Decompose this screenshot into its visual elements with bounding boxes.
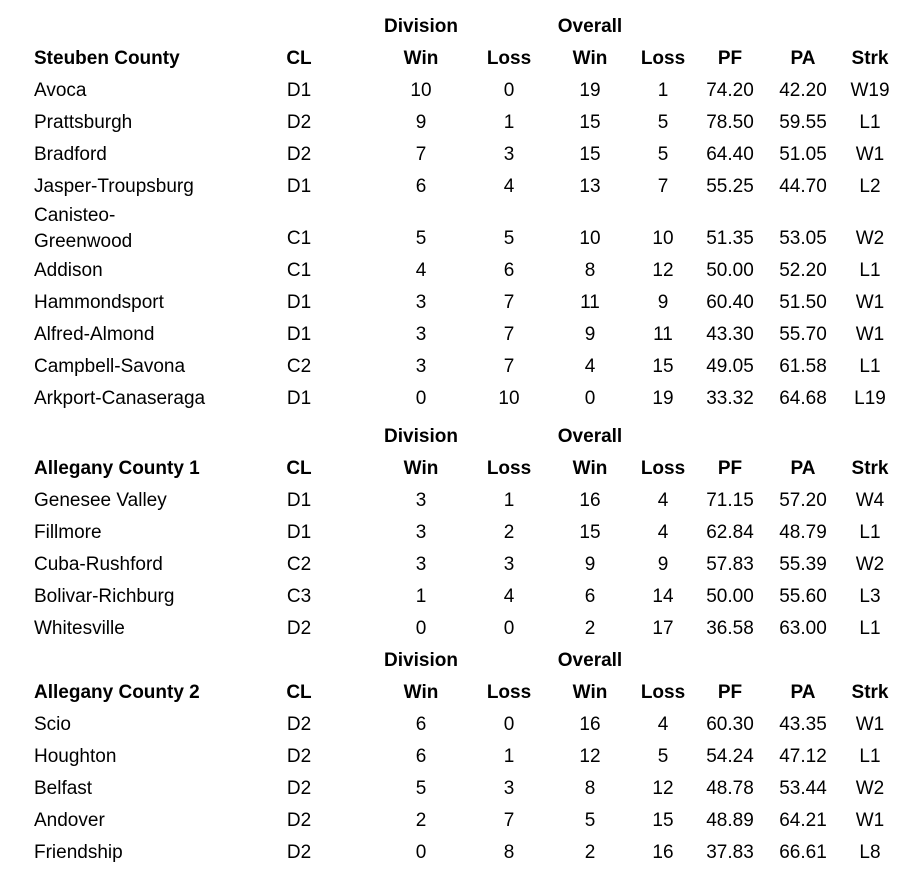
streak-header: Strk <box>851 48 889 69</box>
streak-cell: W1 <box>855 292 885 313</box>
class-cell: D2 <box>286 842 312 863</box>
pf-cell: 33.32 <box>706 388 754 409</box>
table-row <box>0 741 918 773</box>
overall-win-cell: 11 <box>580 292 600 313</box>
overall-win-cell: 10 <box>579 228 601 249</box>
class-cell: D2 <box>286 618 312 639</box>
overall-loss-cell: 4 <box>657 522 669 543</box>
table-row <box>0 203 918 255</box>
table-row <box>0 171 918 203</box>
division-loss-cell: 10 <box>498 388 520 409</box>
pf-header: PF <box>717 682 743 703</box>
overall-win-cell: 19 <box>579 80 601 101</box>
overall-loss-cell: 9 <box>657 292 669 313</box>
overall-loss-cell: 7 <box>657 176 669 197</box>
overall-loss-cell: 19 <box>652 388 674 409</box>
table-row <box>0 709 918 741</box>
overall-loss-cell: 4 <box>657 714 669 735</box>
team-name: Andover <box>34 810 105 831</box>
team-name-line: Canisteo- <box>34 205 116 226</box>
overall-loss-cell: 5 <box>657 746 669 767</box>
column-header-row <box>0 677 918 709</box>
overall-loss-cell: 14 <box>652 586 674 607</box>
pa-cell: 53.05 <box>779 228 827 249</box>
streak-cell: L1 <box>859 356 881 377</box>
table-row <box>0 107 918 139</box>
pf-cell: 36.58 <box>706 618 754 639</box>
table-row <box>0 139 918 171</box>
class-cell: D1 <box>286 324 312 345</box>
division-win-cell: 3 <box>415 490 427 511</box>
class-cell: C1 <box>286 260 312 281</box>
pf-cell: 43.30 <box>706 324 754 345</box>
team-name: Prattsburgh <box>34 112 133 133</box>
team-name: Genesee Valley <box>34 490 167 511</box>
cl-header: CL <box>286 48 312 69</box>
overall-win-cell: 2 <box>584 842 596 863</box>
overall-loss-cell: 11 <box>653 324 673 345</box>
division-win-cell: 3 <box>415 292 427 313</box>
team-name: Scio <box>34 714 71 735</box>
pf-cell: 74.20 <box>706 80 754 101</box>
division-win-header: Win <box>403 48 439 69</box>
overall-header: Overall <box>557 650 623 671</box>
overall-loss-header: Loss <box>640 458 686 479</box>
streak-cell: L1 <box>859 746 881 767</box>
class-cell: C3 <box>286 586 312 607</box>
overall-loss-cell: 5 <box>657 144 669 165</box>
streak-cell: L2 <box>859 176 881 197</box>
overall-win-cell: 5 <box>584 810 596 831</box>
pf-cell: 64.40 <box>706 144 754 165</box>
team-name: Fillmore <box>34 522 102 543</box>
division-win-header: Win <box>403 682 439 703</box>
team-name-line: Greenwood <box>34 231 133 252</box>
class-cell: D1 <box>286 80 312 101</box>
division-win-cell: 5 <box>415 778 427 799</box>
division-loss-header: Loss <box>486 682 532 703</box>
class-cell: D2 <box>286 810 312 831</box>
streak-cell: W2 <box>855 778 885 799</box>
class-cell: D1 <box>286 522 312 543</box>
division-loss-cell: 3 <box>503 144 515 165</box>
overall-win-header: Win <box>572 682 608 703</box>
streak-cell: W19 <box>850 80 890 101</box>
division-loss-cell: 0 <box>503 618 515 639</box>
division-win-cell: 1 <box>415 586 427 607</box>
class-cell: C2 <box>286 356 312 377</box>
table-row <box>0 319 918 351</box>
table-row <box>0 581 918 613</box>
streak-header: Strk <box>851 682 889 703</box>
pa-cell: 47.12 <box>779 746 827 767</box>
pf-cell: 48.89 <box>706 810 754 831</box>
pf-cell: 48.78 <box>706 778 754 799</box>
division-loss-cell: 8 <box>503 842 515 863</box>
team-name: Hammondsport <box>34 292 164 313</box>
division-win-cell: 6 <box>415 714 427 735</box>
division-loss-cell: 7 <box>503 324 515 345</box>
team-name: Addison <box>34 260 103 281</box>
pf-cell: 57.83 <box>706 554 754 575</box>
division-win-cell: 0 <box>415 388 427 409</box>
team-name: Jasper-Troupsburg <box>34 176 194 197</box>
class-cell: C2 <box>286 554 312 575</box>
pf-cell: 50.00 <box>706 260 754 281</box>
overall-loss-cell: 16 <box>652 842 674 863</box>
streak-cell: W1 <box>855 144 885 165</box>
overall-win-cell: 8 <box>584 260 596 281</box>
overall-loss-cell: 15 <box>652 356 674 377</box>
division-win-cell: 3 <box>415 324 427 345</box>
pa-header: PA <box>790 48 816 69</box>
pa-cell: 55.70 <box>779 324 827 345</box>
overall-win-cell: 6 <box>584 586 596 607</box>
pa-cell: 55.39 <box>779 554 827 575</box>
pf-cell: 51.35 <box>706 228 754 249</box>
division-loss-cell: 1 <box>503 112 515 133</box>
overall-win-cell: 13 <box>579 176 601 197</box>
division-loss-cell: 4 <box>503 176 515 197</box>
division-win-cell: 7 <box>415 144 427 165</box>
table-row <box>0 613 918 645</box>
team-name: Houghton <box>34 746 117 767</box>
division-win-header: Win <box>403 458 439 479</box>
team-name: Alfred-Almond <box>34 324 155 345</box>
pa-cell: 43.35 <box>779 714 827 735</box>
class-cell: D2 <box>286 778 312 799</box>
division-win-cell: 6 <box>415 746 427 767</box>
overall-win-cell: 2 <box>584 618 596 639</box>
table-row <box>0 837 918 869</box>
division-loss-header: Loss <box>486 458 532 479</box>
table-row <box>0 485 918 517</box>
overall-win-cell: 16 <box>579 490 601 511</box>
pf-cell: 78.50 <box>706 112 754 133</box>
team-name: Arkport-Canaseraga <box>34 388 206 409</box>
table-row <box>0 255 918 287</box>
class-cell: C1 <box>286 228 312 249</box>
table-row <box>0 75 918 107</box>
pf-cell: 71.15 <box>706 490 754 511</box>
pa-cell: 53.44 <box>779 778 827 799</box>
overall-win-cell: 8 <box>584 778 596 799</box>
team-name: Bolivar-Richburg <box>34 586 175 607</box>
division-win-cell: 5 <box>415 228 427 249</box>
table-row <box>0 351 918 383</box>
streak-cell: W1 <box>855 714 885 735</box>
overall-loss-cell: 1 <box>657 80 669 101</box>
overall-win-cell: 9 <box>584 554 596 575</box>
pf-cell: 49.05 <box>706 356 754 377</box>
division-loss-cell: 4 <box>503 586 515 607</box>
overall-loss-cell: 12 <box>652 260 674 281</box>
streak-cell: W1 <box>855 324 885 345</box>
team-name: Belfast <box>34 778 93 799</box>
division-loss-cell: 0 <box>503 80 515 101</box>
section-title: Allegany County 2 <box>34 682 200 703</box>
division-loss-cell: 7 <box>503 356 515 377</box>
streak-cell: W4 <box>855 490 885 511</box>
streak-header: Strk <box>851 458 889 479</box>
pa-cell: 55.60 <box>779 586 827 607</box>
pf-cell: 60.40 <box>706 292 754 313</box>
team-name: Whitesville <box>34 618 125 639</box>
pa-cell: 57.20 <box>779 490 827 511</box>
table-row <box>0 805 918 837</box>
table-row <box>0 287 918 319</box>
group-header-row <box>0 11 918 43</box>
pa-cell: 64.21 <box>779 810 827 831</box>
division-win-cell: 9 <box>415 112 427 133</box>
division-win-cell: 3 <box>415 356 427 377</box>
overall-win-header: Win <box>572 458 608 479</box>
overall-loss-cell: 5 <box>657 112 669 133</box>
overall-win-cell: 15 <box>579 144 601 165</box>
division-loss-cell: 6 <box>503 260 515 281</box>
division-win-cell: 3 <box>415 522 427 543</box>
overall-win-cell: 0 <box>584 388 596 409</box>
overall-loss-header: Loss <box>640 682 686 703</box>
streak-cell: W2 <box>855 554 885 575</box>
pf-header: PF <box>717 48 743 69</box>
pa-cell: 52.20 <box>779 260 827 281</box>
division-win-cell: 2 <box>415 810 427 831</box>
overall-loss-cell: 4 <box>657 490 669 511</box>
division-header: Division <box>384 650 458 671</box>
pa-cell: 42.20 <box>779 80 827 101</box>
cl-header: CL <box>286 458 312 479</box>
streak-cell: L3 <box>859 586 881 607</box>
column-header-row <box>0 453 918 485</box>
overall-win-cell: 15 <box>579 112 601 133</box>
division-loss-cell: 1 <box>503 746 515 767</box>
table-row <box>0 383 918 415</box>
team-name <box>34 203 132 255</box>
pa-cell: 44.70 <box>779 176 827 197</box>
division-win-cell: 0 <box>415 842 427 863</box>
division-win-cell: 4 <box>415 260 427 281</box>
pf-cell: 50.00 <box>706 586 754 607</box>
overall-win-cell: 16 <box>579 714 601 735</box>
division-loss-cell: 3 <box>503 778 515 799</box>
cl-header: CL <box>286 682 312 703</box>
overall-win-cell: 15 <box>579 522 601 543</box>
division-win-cell: 3 <box>415 554 427 575</box>
streak-cell: L1 <box>859 260 881 281</box>
pa-cell: 59.55 <box>779 112 827 133</box>
class-cell: D2 <box>286 714 312 735</box>
streak-cell: L1 <box>859 618 881 639</box>
division-loss-cell: 5 <box>503 228 515 249</box>
class-cell: D1 <box>286 388 312 409</box>
streak-cell: L8 <box>859 842 881 863</box>
team-name: Cuba-Rushford <box>34 554 163 575</box>
column-header-row <box>0 43 918 75</box>
pf-cell: 55.25 <box>706 176 754 197</box>
table-row <box>0 517 918 549</box>
overall-loss-cell: 15 <box>652 810 674 831</box>
team-name: Friendship <box>34 842 123 863</box>
pa-header: PA <box>790 682 816 703</box>
section-title: Allegany County 1 <box>34 458 200 479</box>
pa-cell: 51.50 <box>779 292 827 313</box>
streak-cell: L19 <box>854 388 886 409</box>
overall-win-cell: 12 <box>579 746 601 767</box>
pf-cell: 37.83 <box>706 842 754 863</box>
overall-win-cell: 9 <box>584 324 596 345</box>
division-loss-cell: 2 <box>503 522 515 543</box>
overall-win-header: Win <box>572 48 608 69</box>
division-win-cell: 6 <box>415 176 427 197</box>
overall-loss-cell: 17 <box>652 618 674 639</box>
team-name: Campbell-Savona <box>34 356 186 377</box>
group-header-row <box>0 645 918 677</box>
pf-cell: 54.24 <box>706 746 754 767</box>
division-loss-cell: 7 <box>503 292 515 313</box>
overall-header: Overall <box>557 426 623 447</box>
pa-cell: 48.79 <box>779 522 827 543</box>
group-header-row <box>0 421 918 453</box>
overall-loss-cell: 9 <box>657 554 669 575</box>
streak-cell: W2 <box>855 228 885 249</box>
pa-cell: 66.61 <box>779 842 827 863</box>
division-loss-cell: 0 <box>503 714 515 735</box>
class-cell: D1 <box>286 292 312 313</box>
pf-header: PF <box>717 458 743 479</box>
pa-cell: 61.58 <box>779 356 827 377</box>
table-row <box>0 549 918 581</box>
streak-cell: L1 <box>859 112 881 133</box>
division-loss-header: Loss <box>486 48 532 69</box>
division-header: Division <box>384 426 458 447</box>
class-cell: D2 <box>286 746 312 767</box>
class-cell: D2 <box>286 112 312 133</box>
overall-loss-cell: 10 <box>652 228 674 249</box>
section-title: Steuben County <box>34 48 180 69</box>
team-name: Avoca <box>34 80 87 101</box>
pf-cell: 62.84 <box>706 522 754 543</box>
division-header: Division <box>384 16 458 37</box>
overall-header: Overall <box>557 16 623 37</box>
class-cell: D1 <box>286 490 312 511</box>
pa-cell: 63.00 <box>779 618 827 639</box>
pa-cell: 64.68 <box>779 388 827 409</box>
class-cell: D2 <box>286 144 312 165</box>
team-name: Bradford <box>34 144 107 165</box>
pa-cell: 51.05 <box>779 144 827 165</box>
overall-loss-header: Loss <box>640 48 686 69</box>
streak-cell: L1 <box>859 522 881 543</box>
pf-cell: 60.30 <box>706 714 754 735</box>
division-win-cell: 0 <box>415 618 427 639</box>
division-loss-cell: 3 <box>503 554 515 575</box>
streak-cell: W1 <box>855 810 885 831</box>
pa-header: PA <box>790 458 816 479</box>
division-win-cell: 10 <box>410 80 432 101</box>
overall-win-cell: 4 <box>584 356 596 377</box>
class-cell: D1 <box>286 176 312 197</box>
division-loss-cell: 1 <box>503 490 515 511</box>
division-loss-cell: 7 <box>503 810 515 831</box>
table-row <box>0 773 918 805</box>
overall-loss-cell: 12 <box>652 778 674 799</box>
